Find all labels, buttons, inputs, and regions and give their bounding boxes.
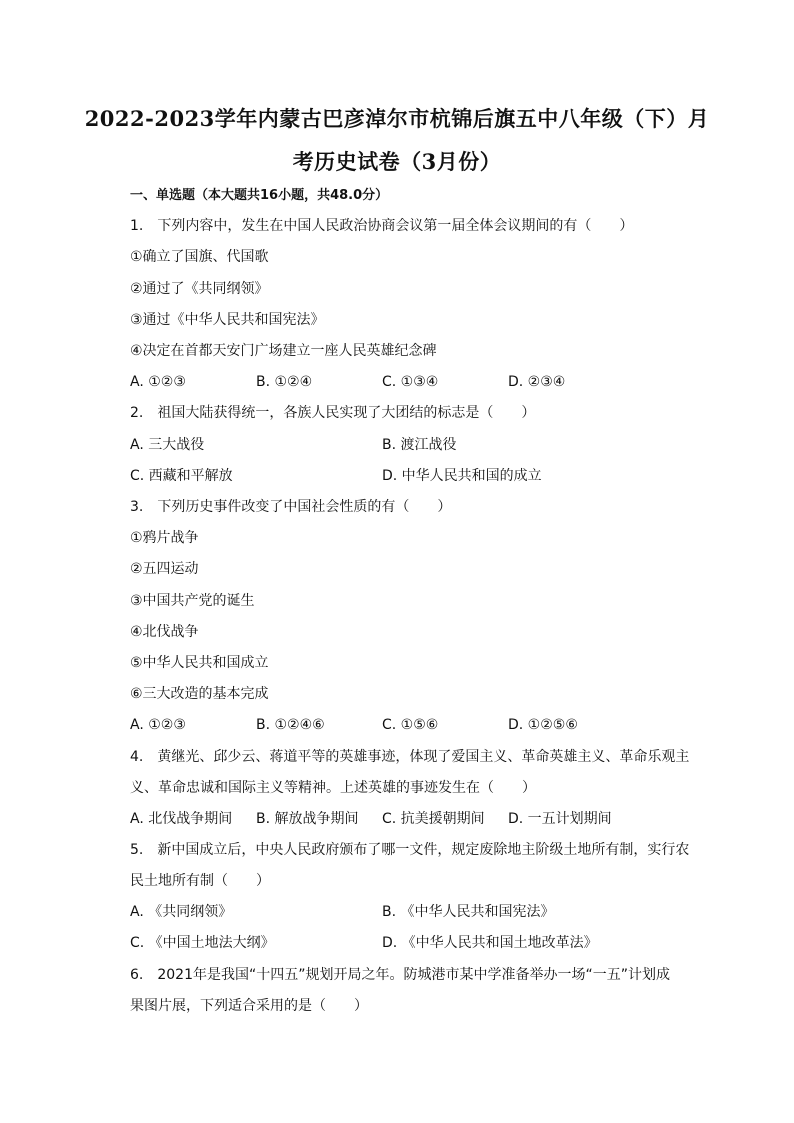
question-1-item: ②通过了《共同纲领》 (130, 281, 269, 297)
question-1-item: ④决定在首都天安门广场建立一座人民英雄纪念碑 (130, 343, 437, 359)
question-4-option-c: C. 抗美援朝期间 (382, 811, 485, 827)
question-3-stem: 3. 下列历史事件改变了中国社会性质的有（ ） (130, 499, 452, 515)
question-3-item: ②五四运动 (130, 561, 199, 577)
question-3-option-b: B. ①②④⑥ (256, 717, 325, 733)
exam-title-line-1: 2022-2023学年内蒙古巴彦淖尔市杭锦后旗五中八年级（下）月 (84, 106, 710, 131)
question-2-stem: 2. 祖国大陆获得统一，各族人民实现了大团结的标志是（ ） (130, 405, 536, 421)
question-2-option-c: C. 西藏和平解放 (130, 468, 233, 484)
question-3-option-d: D. ①②⑤⑥ (508, 717, 578, 733)
question-1-item: ①确立了国旗、代国歌 (130, 249, 269, 265)
question-4-option-a: A. 北伐战争期间 (130, 811, 233, 827)
question-3-item: ①鸦片战争 (130, 530, 199, 546)
question-5-option-b: B. 《中华人民共和国宪法》 (382, 904, 555, 920)
question-5-stem: 5. 新中国成立后，中央人民政府颁布了哪一文件，规定废除地主阶级土地所有制，实行农 (130, 842, 690, 858)
question-1-stem: 1. 下列内容中，发生在中国人民政治协商会议第一届全体会议期间的有（ ） (130, 218, 634, 234)
section-heading: 一、单选题（本大题共16小题，共48.0分） (130, 188, 389, 203)
question-5-stem-continued: 民土地所有制（ ） (130, 873, 270, 889)
question-1-item: ③通过《中华人民共和国宪法》 (130, 312, 325, 328)
question-3-item: ④北伐战争 (130, 624, 199, 640)
question-2-option-a: A. 三大战役 (130, 437, 205, 453)
question-3-item: ③中国共产党的诞生 (130, 593, 255, 609)
question-3-item: ⑥三大改造的基本完成 (130, 686, 269, 702)
question-6-stem: 6. 2021年是我国“十四五”规划开局之年。防城港市某中学准备举办一场“一五”计划成 (130, 967, 670, 983)
question-4-stem: 4. 黄继光、邱少云、蒋道平等的英雄事迹，体现了爱国主义、革命英雄主义、革命乐观主 (130, 749, 690, 765)
question-3-item: ⑤中华人民共和国成立 (130, 655, 269, 671)
question-6-stem-continued: 果图片展，下列适合采用的是（ ） (130, 998, 368, 1014)
question-1-option-d: D. ②③④ (508, 374, 566, 390)
question-2-option-d: D. 中华人民共和国的成立 (382, 468, 542, 484)
question-1-option-c: C. ①③④ (382, 374, 439, 390)
question-3-option-a: A. ①②③ (130, 717, 186, 733)
question-4-option-b: B. 解放战争期间 (256, 811, 359, 827)
question-1-option-b: B. ①②④ (256, 374, 313, 390)
question-4-option-d: D. 一五计划期间 (508, 811, 612, 827)
question-2-option-b: B. 渡江战役 (382, 437, 457, 453)
question-1-option-a: A. ①②③ (130, 374, 186, 390)
exam-title-line-2: 考历史试卷（3月份） (292, 149, 502, 174)
question-5-option-c: C. 《中国土地法大纲》 (130, 935, 275, 951)
question-5-option-d: D. 《中华人民共和国土地改革法》 (382, 935, 598, 951)
question-5-option-a: A. 《共同纲领》 (130, 904, 233, 920)
question-4-stem-continued: 义、革命忠诚和国际主义等精神。上述英雄的事迹发生在（ ） (130, 780, 536, 796)
question-3-option-c: C. ①⑤⑥ (382, 717, 439, 733)
